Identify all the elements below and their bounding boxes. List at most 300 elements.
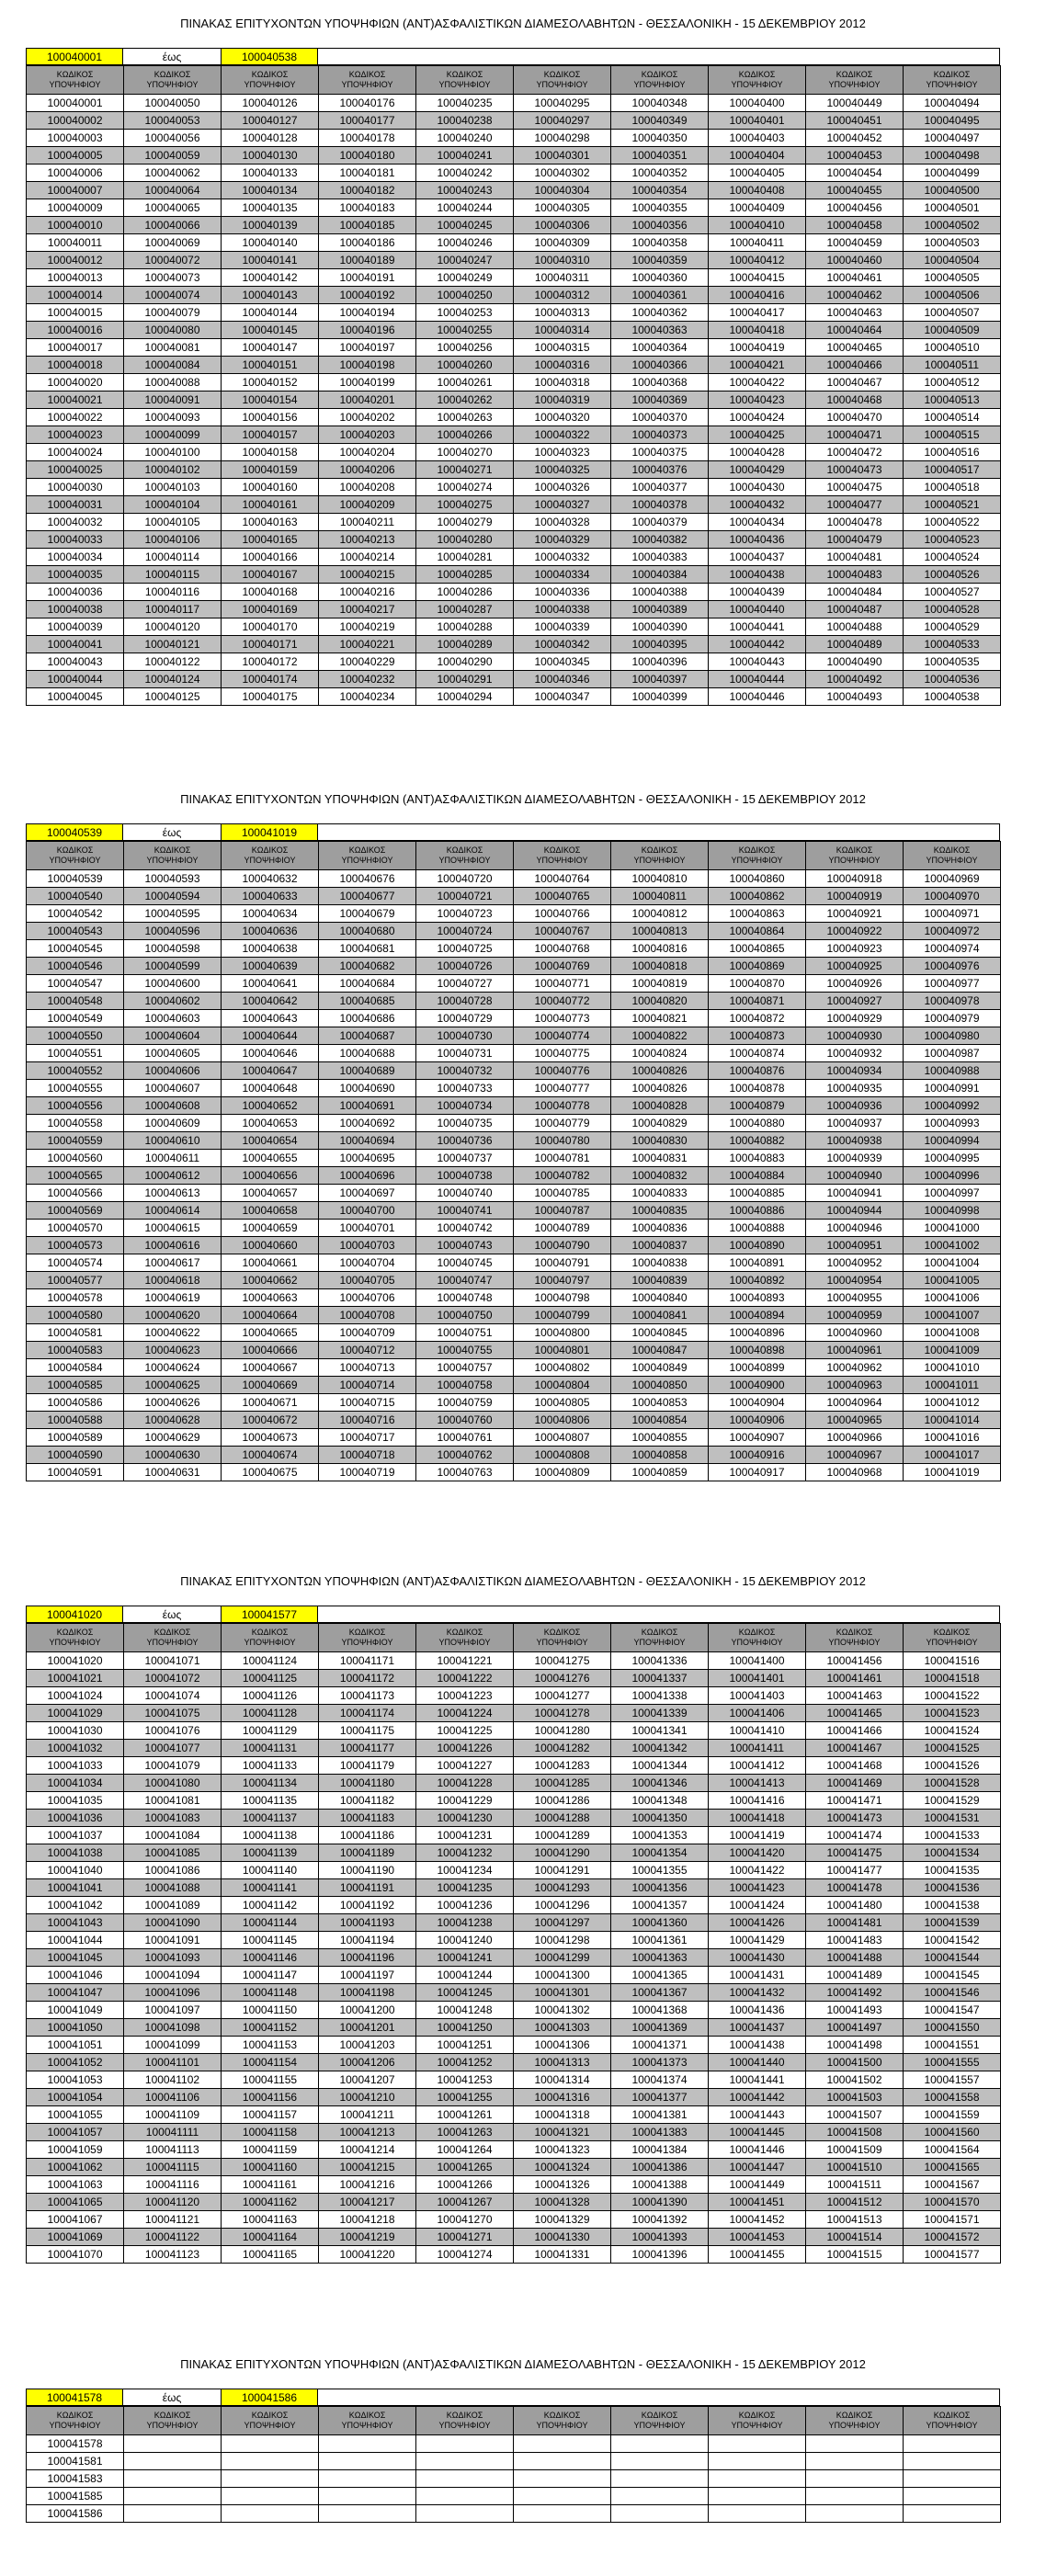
candidate-code-cell: 100041213 [319, 2124, 416, 2141]
candidate-code-cell: 100040816 [611, 940, 709, 958]
candidate-code-cell: 100041152 [222, 2019, 319, 2037]
candidate-code-cell: 100040253 [416, 304, 514, 322]
candidate-code-cell: 100040003 [27, 130, 124, 147]
candidate-code-cell: 100041536 [904, 1879, 1001, 1897]
candidate-code-cell: 100041280 [514, 1722, 611, 1740]
candidate-code-cell: 100041474 [806, 1827, 904, 1844]
candidate-code-cell: 100040918 [806, 870, 904, 888]
candidate-code-cell: 100040191 [319, 269, 416, 287]
candidate-code-cell: 100040853 [611, 1394, 709, 1412]
candidate-code-cell: 100040506 [904, 287, 1001, 304]
candidate-code-cell: 100041406 [709, 1705, 806, 1722]
candidate-code-cell: 100040805 [514, 1394, 611, 1412]
candidate-code-cell: 100040323 [514, 444, 611, 461]
candidate-code-cell: 100040639 [222, 958, 319, 975]
candidate-code-cell: 100040288 [416, 618, 514, 636]
candidate-code-cell: 100040724 [416, 923, 514, 940]
range-header-blank [903, 48, 1000, 65]
candidate-code-cell: 100040667 [222, 1359, 319, 1377]
candidate-code-cell: 100040883 [709, 1150, 806, 1167]
candidate-code-cell [611, 2505, 709, 2523]
candidate-code-cell: 100040720 [416, 870, 514, 888]
candidate-code-cell: 100041542 [904, 1932, 1001, 1949]
candidate-code-cell: 100040536 [904, 671, 1001, 688]
candidate-code-cell: 100041558 [904, 2089, 1001, 2106]
candidate-code-cell: 100040291 [416, 671, 514, 688]
candidate-code-cell: 100041455 [709, 2246, 806, 2264]
candidate-code-cell: 100040661 [222, 1254, 319, 1272]
candidate-code-cell: 100040204 [319, 444, 416, 461]
candidate-code-cell: 100041368 [611, 2002, 709, 2019]
candidate-code-cell: 100041508 [806, 2124, 904, 2141]
candidate-code-cell: 100040811 [611, 888, 709, 905]
candidate-code-cell: 100040018 [27, 357, 124, 374]
candidate-code-cell: 100040024 [27, 444, 124, 461]
column-header-line2: ΥΠΟΨΗΦΙΟΥ [146, 1638, 199, 1647]
table-header-row [27, 2407, 1001, 2435]
candidate-code-cell: 100040636 [222, 923, 319, 940]
candidate-code-cell: 100040589 [27, 1429, 124, 1447]
candidate-code-cell: 100040428 [709, 444, 806, 461]
candidate-code-cell: 100040314 [514, 322, 611, 339]
column-header-line2: ΥΠΟΨΗΦΙΟΥ [438, 1638, 491, 1647]
candidate-code-cell: 100041373 [611, 2054, 709, 2071]
candidate-code-cell: 100041147 [222, 1967, 319, 1984]
column-header [806, 1624, 904, 1652]
candidate-code-cell: 100040588 [27, 1412, 124, 1429]
candidate-code-cell: 100040232 [319, 671, 416, 688]
candidate-code-cell: 100040555 [27, 1080, 124, 1097]
candidate-code-cell: 100040177 [319, 112, 416, 130]
candidate-code-cell: 100041497 [806, 2019, 904, 2037]
range-to: 100041586 [221, 2389, 318, 2406]
column-header-line1: ΚΩΔΙΚΟΣ [251, 70, 289, 79]
table-row [27, 2141, 1001, 2159]
column-header-line1: ΚΩΔΙΚΟΣ [56, 845, 94, 855]
candidate-code-cell: 100041522 [904, 1687, 1001, 1705]
candidate-code-cell: 100040751 [416, 1324, 514, 1342]
candidate-code-cell: 100040358 [611, 234, 709, 252]
candidate-code-cell: 100040186 [319, 234, 416, 252]
column-header-line1: ΚΩΔΙΚΟΣ [251, 845, 289, 855]
candidate-code-cell: 100040818 [611, 958, 709, 975]
candidate-code-cell: 100041288 [514, 1810, 611, 1827]
candidate-code-cell: 100040954 [806, 1272, 904, 1289]
candidate-code-cell: 100040020 [27, 374, 124, 392]
candidate-code-cell: 100040882 [709, 1132, 806, 1150]
candidate-code-cell: 100041449 [709, 2176, 806, 2194]
candidate-code-cell: 100040160 [222, 479, 319, 496]
candidate-code-cell: 100041214 [319, 2141, 416, 2159]
candidate-code-cell: 100040773 [514, 1010, 611, 1027]
candidate-code-cell: 100040972 [904, 923, 1001, 940]
candidate-code-cell: 100040375 [611, 444, 709, 461]
candidate-code-cell: 100040416 [709, 287, 806, 304]
candidate-code-cell: 100040723 [416, 905, 514, 923]
candidate-code-cell: 100040599 [124, 958, 222, 975]
range-header-blank [318, 823, 415, 841]
candidate-code-cell [709, 2453, 806, 2470]
candidate-code-cell: 100041578 [27, 2435, 124, 2453]
candidate-code-cell [611, 2470, 709, 2488]
column-header-line1: ΚΩΔΙΚΟΣ [446, 1628, 483, 1637]
candidate-code-cell: 100041412 [709, 1757, 806, 1775]
table-row [27, 1862, 1001, 1879]
column-header [222, 842, 319, 870]
candidate-code-cell: 100041452 [709, 2211, 806, 2229]
candidate-code-cell: 100040826 [611, 1080, 709, 1097]
candidate-code-cell: 100040217 [319, 601, 416, 618]
candidate-code-cell: 100040813 [611, 923, 709, 940]
candidate-code-cell: 100041354 [611, 1844, 709, 1862]
candidate-code-cell [222, 2453, 319, 2470]
candidate-code-cell [514, 2505, 611, 2523]
candidate-code-cell: 100040345 [514, 653, 611, 671]
candidate-code-cell: 100040952 [806, 1254, 904, 1272]
table-row [27, 1202, 1001, 1220]
candidate-code-cell: 100040199 [319, 374, 416, 392]
column-header [319, 66, 416, 95]
candidate-code-cell: 100040446 [709, 688, 806, 706]
candidate-code-cell: 100040235 [416, 95, 514, 112]
candidate-code-cell: 100040438 [709, 566, 806, 584]
table-row [27, 496, 1001, 514]
candidate-code-cell: 100040170 [222, 618, 319, 636]
candidate-code-cell: 100040203 [319, 426, 416, 444]
candidate-code-cell: 100041146 [222, 1949, 319, 1967]
candidate-code-cell: 100041131 [222, 1740, 319, 1757]
table-row [27, 2470, 1001, 2488]
column-header [416, 1624, 514, 1652]
table-row [27, 1844, 1001, 1862]
table-header-row [27, 66, 1001, 95]
candidate-code-cell: 100040929 [806, 1010, 904, 1027]
candidate-code-cell: 100041115 [124, 2159, 222, 2176]
candidate-code-cell: 100040012 [27, 252, 124, 269]
candidate-code-cell: 100040556 [27, 1097, 124, 1115]
candidate-code-cell: 100040104 [124, 496, 222, 514]
candidate-code-cell: 100040871 [709, 993, 806, 1010]
candidate-code-cell: 100040213 [319, 531, 416, 549]
candidate-code-cell: 100041041 [27, 1879, 124, 1897]
candidate-code-cell: 100040247 [416, 252, 514, 269]
candidate-code-cell: 100040456 [806, 199, 904, 217]
candidate-code-cell: 100040967 [806, 1447, 904, 1464]
candidate-code-cell: 100040009 [27, 199, 124, 217]
candidate-code-cell: 100041270 [416, 2211, 514, 2229]
candidate-code-cell: 100040891 [709, 1254, 806, 1272]
candidate-code-cell: 100040935 [806, 1080, 904, 1097]
column-header-line2: ΥΠΟΨΗΦΙΟΥ [731, 856, 783, 865]
candidate-code-cell: 100041020 [27, 1652, 124, 1670]
candidate-code-cell: 100040549 [27, 1010, 124, 1027]
candidate-code-cell: 100040242 [416, 165, 514, 182]
candidate-code-cell: 100040738 [416, 1167, 514, 1185]
column-header-line2: ΥΠΟΨΗΦΙΟΥ [828, 1638, 881, 1647]
candidate-code-cell: 100041006 [904, 1289, 1001, 1307]
candidate-code-cell: 100040859 [611, 1464, 709, 1481]
candidate-code-cell: 100040260 [416, 357, 514, 374]
candidate-code-cell: 100041227 [416, 1757, 514, 1775]
candidate-code-cell: 100041371 [611, 2037, 709, 2054]
candidate-code-cell: 100040249 [416, 269, 514, 287]
candidate-code-cell: 100041067 [27, 2211, 124, 2229]
candidate-code-cell: 100041222 [416, 1670, 514, 1687]
candidate-code-cell: 100040768 [514, 940, 611, 958]
column-header-line2: ΥΠΟΨΗΦΙΟΥ [244, 856, 296, 865]
candidate-code-cell: 100040318 [514, 374, 611, 392]
candidate-code-cell: 100040890 [709, 1237, 806, 1254]
candidate-code-cell: 100041145 [222, 1932, 319, 1949]
candidate-code-cell: 100041518 [904, 1670, 1001, 1687]
candidate-code-cell: 100041286 [514, 1792, 611, 1810]
candidate-code-cell: 100041014 [904, 1412, 1001, 1429]
candidate-code-cell: 100040647 [222, 1062, 319, 1080]
candidate-code-cell: 100040202 [319, 409, 416, 426]
candidate-code-cell: 100041221 [416, 1652, 514, 1670]
candidate-code-cell: 100041123 [124, 2246, 222, 2264]
candidate-code-cell: 100040845 [611, 1324, 709, 1342]
candidate-code-cell: 100040350 [611, 130, 709, 147]
range-to-label: έως [123, 823, 221, 841]
candidate-code-cell: 100041201 [319, 2019, 416, 2037]
candidate-code-cell: 100040692 [319, 1115, 416, 1132]
candidate-code-cell: 100040509 [904, 322, 1001, 339]
candidate-code-cell: 100040275 [416, 496, 514, 514]
table-row [27, 1447, 1001, 1464]
table-row [27, 147, 1001, 165]
candidate-code-cell [611, 2488, 709, 2505]
candidate-code-cell: 100040430 [709, 479, 806, 496]
candidate-code-cell: 100040577 [27, 1272, 124, 1289]
candidate-code-cell: 100040593 [124, 870, 222, 888]
candidate-code-cell: 100040762 [416, 1447, 514, 1464]
candidate-code-cell: 100040133 [222, 165, 319, 182]
candidate-code-cell: 100040736 [416, 1132, 514, 1150]
candidate-code-cell: 100040566 [27, 1185, 124, 1202]
candidate-code-cell: 100040499 [904, 165, 1001, 182]
candidate-code-cell: 100041426 [709, 1914, 806, 1932]
candidate-code-cell: 100041314 [514, 2071, 611, 2089]
candidate-code-cell: 100040432 [709, 496, 806, 514]
candidate-code-cell: 100040294 [416, 688, 514, 706]
candidate-code-cell: 100041363 [611, 1949, 709, 1967]
candidate-code-cell: 100041172 [319, 1670, 416, 1687]
candidate-code-cell: 100040514 [904, 409, 1001, 426]
candidate-code-cell: 100041011 [904, 1377, 1001, 1394]
candidate-code-cell: 100040400 [709, 95, 806, 112]
candidate-code-cell: 100041138 [222, 1827, 319, 1844]
table-row [27, 2159, 1001, 2176]
candidate-code-cell: 100040166 [222, 549, 319, 566]
candidate-code-cell: 100040780 [514, 1132, 611, 1150]
candidate-code-cell: 100040955 [806, 1289, 904, 1307]
candidate-code-cell: 100040966 [806, 1429, 904, 1447]
candidate-code-cell: 100041158 [222, 2124, 319, 2141]
candidate-code-cell: 100040072 [124, 252, 222, 269]
candidate-code-cell: 100040470 [806, 409, 904, 426]
candidate-code-cell: 100040477 [806, 496, 904, 514]
range-to: 100041577 [221, 1606, 318, 1623]
candidate-code-cell: 100040799 [514, 1307, 611, 1324]
candidate-code-cell: 100040974 [904, 940, 1001, 958]
candidate-code-cell: 100040742 [416, 1220, 514, 1237]
candidate-code-cell: 100040266 [416, 426, 514, 444]
table-row [27, 287, 1001, 304]
candidate-code-cell: 100041148 [222, 1984, 319, 2002]
candidate-code-cell [319, 2470, 416, 2488]
range-from: 100041020 [26, 1606, 123, 1623]
candidate-code-cell: 100041377 [611, 2089, 709, 2106]
candidate-code-cell [514, 2488, 611, 2505]
candidate-code-cell: 100040010 [27, 217, 124, 234]
candidate-code-cell: 100040609 [124, 1115, 222, 1132]
candidate-code-cell: 100041492 [806, 1984, 904, 2002]
table-row [27, 549, 1001, 566]
candidate-code-cell: 100041012 [904, 1394, 1001, 1412]
candidate-code-cell: 100041005 [904, 1272, 1001, 1289]
candidate-code-cell: 100040056 [124, 130, 222, 147]
candidate-code-cell: 100040713 [319, 1359, 416, 1377]
candidate-code-cell: 100041413 [709, 1775, 806, 1792]
candidate-code-cell: 100041355 [611, 1862, 709, 1879]
candidate-code-cell: 100040758 [416, 1377, 514, 1394]
candidate-code-cell: 100041339 [611, 1705, 709, 1722]
candidate-code-cell: 100040689 [319, 1062, 416, 1080]
column-header-line1: ΚΩΔΙΚΟΣ [56, 70, 94, 79]
candidate-code-cell: 100040346 [514, 671, 611, 688]
candidate-code-cell: 100040229 [319, 653, 416, 671]
candidate-code-cell: 100040511 [904, 357, 1001, 374]
candidate-code-cell: 100040893 [709, 1289, 806, 1307]
candidate-code-cell: 100040878 [709, 1080, 806, 1097]
table-row [27, 2435, 1001, 2453]
column-header-line1: ΚΩΔΙΚΟΣ [543, 2411, 581, 2420]
candidate-code-cell: 100040510 [904, 339, 1001, 357]
candidate-code-cell: 100040401 [709, 112, 806, 130]
candidate-code-cell: 100040475 [806, 479, 904, 496]
candidates-table [26, 2406, 1001, 2523]
candidate-code-cell: 100041291 [514, 1862, 611, 1879]
candidate-code-cell: 100040295 [514, 95, 611, 112]
candidate-code-cell: 100040854 [611, 1412, 709, 1429]
candidate-code-cell: 100041557 [904, 2071, 1001, 2089]
candidate-code-cell: 100041338 [611, 1687, 709, 1705]
candidate-code-cell: 100041567 [904, 2176, 1001, 2194]
candidate-code-cell: 100041400 [709, 1652, 806, 1670]
candidate-code-cell: 100040081 [124, 339, 222, 357]
candidate-code-cell: 100040822 [611, 1027, 709, 1045]
candidate-code-cell: 100040263 [416, 409, 514, 426]
candidate-code-cell: 100041080 [124, 1775, 222, 1792]
candidate-code-cell: 100041463 [806, 1687, 904, 1705]
candidate-code-cell: 100041293 [514, 1879, 611, 1897]
candidate-code-cell: 100040241 [416, 147, 514, 165]
candidate-code-cell: 100040197 [319, 339, 416, 357]
candidate-code-cell: 100041215 [319, 2159, 416, 2176]
candidate-code-cell: 100041538 [904, 1897, 1001, 1914]
candidate-code-cell: 100040356 [611, 217, 709, 234]
table-row [27, 601, 1001, 618]
candidate-code-cell: 100040652 [222, 1097, 319, 1115]
candidate-code-cell: 100040527 [904, 584, 1001, 601]
column-header-line2: ΥΠΟΨΗΦΙΟΥ [828, 2421, 881, 2430]
table-row [27, 653, 1001, 671]
candidate-code-cell: 100041186 [319, 1827, 416, 1844]
candidate-code-cell: 100041046 [27, 1967, 124, 1984]
candidate-code-cell: 100041581 [27, 2453, 124, 2470]
table-row [27, 2037, 1001, 2054]
candidate-code-cell: 100041278 [514, 1705, 611, 1722]
candidate-code-cell: 100041071 [124, 1652, 222, 1670]
candidate-code-cell: 100040841 [611, 1307, 709, 1324]
candidate-code-cell: 100040551 [27, 1045, 124, 1062]
candidate-code-cell: 100040876 [709, 1062, 806, 1080]
candidate-code-cell: 100040580 [27, 1307, 124, 1324]
candidate-code-cell: 100040728 [416, 993, 514, 1010]
candidate-code-cell: 100040360 [611, 269, 709, 287]
candidate-code-cell: 100040073 [124, 269, 222, 287]
candidate-code-cell: 100040630 [124, 1447, 222, 1464]
candidate-code-cell: 100041346 [611, 1775, 709, 1792]
candidate-code-cell: 100041535 [904, 1862, 1001, 1879]
candidate-code-cell: 100040319 [514, 392, 611, 409]
column-header [124, 842, 222, 870]
candidate-code-cell: 100040560 [27, 1150, 124, 1167]
candidate-code-cell: 100041451 [709, 2194, 806, 2211]
column-header-line1: ΚΩΔΙΚΟΣ [933, 2411, 971, 2420]
candidate-code-cell: 100040896 [709, 1324, 806, 1342]
column-header-line2: ΥΠΟΨΗΦΙΟΥ [926, 80, 978, 89]
table-row [27, 1705, 1001, 1722]
candidate-code-cell: 100041231 [416, 1827, 514, 1844]
column-header [904, 1624, 1001, 1652]
column-header-line1: ΚΩΔΙΚΟΣ [933, 70, 971, 79]
candidate-code-cell: 100041473 [806, 1810, 904, 1827]
candidate-code-cell: 100041277 [514, 1687, 611, 1705]
candidate-code-cell: 100041220 [319, 2246, 416, 2264]
candidate-code-cell: 100040408 [709, 182, 806, 199]
column-header-line1: ΚΩΔΙΚΟΣ [641, 2411, 678, 2420]
candidate-code-cell: 100041264 [416, 2141, 514, 2159]
candidate-code-cell: 100040939 [806, 1150, 904, 1167]
candidate-code-cell: 100041547 [904, 2002, 1001, 2019]
candidate-code-cell: 100041493 [806, 2002, 904, 2019]
candidate-code-cell: 100040240 [416, 130, 514, 147]
table-row [27, 1045, 1001, 1062]
candidate-code-cell: 100040411 [709, 234, 806, 252]
candidate-code-cell: 100040686 [319, 1010, 416, 1027]
candidate-code-cell: 100041140 [222, 1862, 319, 1879]
candidate-code-cell: 100041303 [514, 2019, 611, 2037]
candidate-code-cell: 100041500 [806, 2054, 904, 2071]
candidate-code-cell: 100040364 [611, 339, 709, 357]
candidate-code-cell: 100040286 [416, 584, 514, 601]
candidate-code-cell: 100040959 [806, 1307, 904, 1324]
candidate-code-cell: 100041017 [904, 1447, 1001, 1464]
candidate-code-cell: 100040719 [319, 1464, 416, 1481]
candidate-code-cell [416, 2470, 514, 2488]
candidate-code-cell: 100040740 [416, 1185, 514, 1202]
candidate-code-cell: 100041570 [904, 2194, 1001, 2211]
candidate-code-cell: 100041171 [319, 1652, 416, 1670]
candidate-code-cell: 100040147 [222, 339, 319, 357]
candidates-table [26, 841, 1001, 1481]
candidate-code-cell: 100040677 [319, 888, 416, 905]
column-header [416, 2407, 514, 2435]
candidate-code-cell: 100041478 [806, 1879, 904, 1897]
candidate-code-cell: 100040038 [27, 601, 124, 618]
